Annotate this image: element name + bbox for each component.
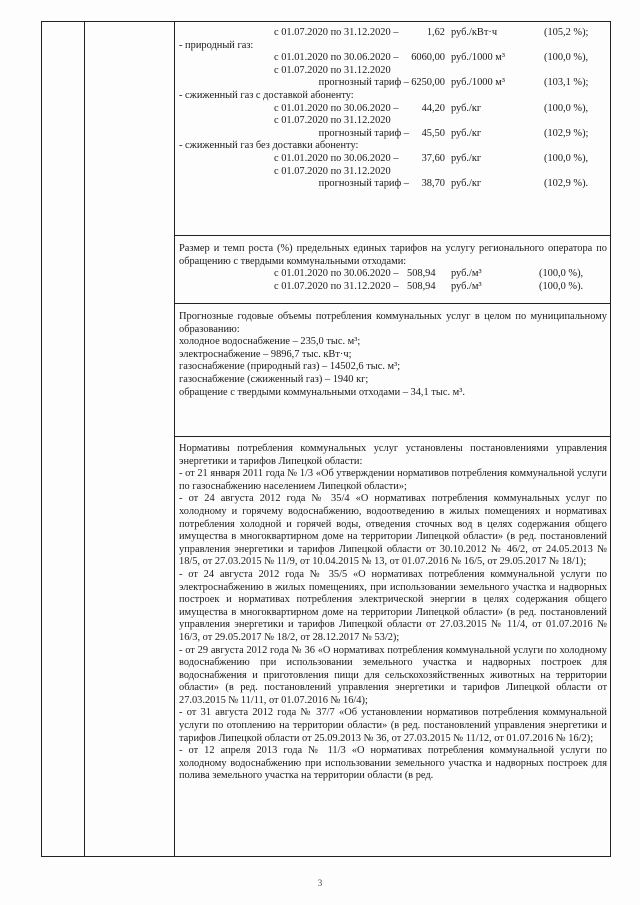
waste-period: с 01.07.2020 по 31.12.2020 – bbox=[274, 280, 399, 292]
tariff-period: прогнозный тариф – bbox=[318, 77, 409, 89]
page-number: 3 bbox=[317, 878, 323, 888]
tariff-heading bbox=[179, 140, 607, 153]
tariff-value: 1,62 bbox=[426, 27, 445, 38]
tariff-value: 6060,00 bbox=[411, 52, 445, 64]
tariff-heading bbox=[179, 90, 607, 103]
tariff-percent: (100,0 %), bbox=[544, 102, 589, 114]
tariff-row bbox=[179, 77, 607, 90]
norm-item: - от 21 января 2011 года № 1/3 «Об утверждении нормативов потребления коммунальной услуги по газоснабжению населением Липецкой области»; bbox=[179, 468, 607, 492]
tariff-period: с 01.01.2020 по 30.06.2020 – bbox=[274, 102, 399, 114]
tariff-period: с 01.01.2020 по 30.06.2020 – bbox=[274, 52, 399, 64]
tariff-row bbox=[179, 153, 607, 166]
tariff-percent: (100,0 %), bbox=[544, 52, 589, 64]
tariff-period: с 01.07.2020 по 31.12.2020 bbox=[274, 115, 391, 127]
tariff-period: с 01.07.2020 по 31.12.2020 bbox=[274, 64, 391, 76]
tariff-period: с 01.07.2020 по 31.12.2020 – bbox=[274, 27, 399, 38]
waste-period: с 01.01.2020 по 30.06.2020 – bbox=[274, 268, 399, 280]
tariff-row bbox=[179, 115, 607, 128]
waste-unit: руб./м³ bbox=[451, 280, 482, 292]
tariff-unit: руб./кг bbox=[451, 127, 482, 139]
tariff-percent: (100,0 %), bbox=[544, 152, 589, 164]
tariff-unit: руб./кВт·ч bbox=[451, 27, 498, 38]
tariff-heading-text: - природный газ: bbox=[179, 39, 254, 51]
tariff-period: с 01.01.2020 по 30.06.2020 – bbox=[274, 152, 399, 164]
volume-item: электроснабжение – 9896,7 тыс. кВт·ч; bbox=[179, 348, 352, 360]
tariff-percent: (103,1 %); bbox=[544, 77, 589, 89]
norm-item: - от 29 августа 2012 года № 36 «О нормативах потребления коммунальной услуги по холодному водоснабжению при использовании земельного участка и надворных построек для водоснабжения и приготовления пищи для сельскохозяйственных животных на территории области» (в ред. постановлений управления энергетики и тарифов Липецкой области от 27.03.2015 № 11/11, от 01.07.2016 № 16/4); bbox=[179, 644, 607, 706]
volume-item: газоснабжение (природный газ) – 14502,6 тыс. м³; bbox=[179, 361, 401, 373]
tariff-percent: (102,9 %). bbox=[544, 178, 589, 190]
table-column-divider-2 bbox=[174, 21, 175, 857]
tariff-row bbox=[179, 52, 607, 65]
tariff-percent: (102,9 %); bbox=[544, 127, 589, 139]
tariffs-block bbox=[179, 27, 607, 191]
waste-percent: (100,0 %), bbox=[539, 268, 584, 280]
tariff-value: 37,60 bbox=[421, 152, 445, 164]
volume-item: газоснабжение (сжиженный газ) – 1940 кг; bbox=[179, 373, 369, 385]
tariff-unit: руб./кг bbox=[451, 152, 482, 164]
tariff-row bbox=[179, 128, 607, 141]
row-divider-2 bbox=[174, 303, 611, 304]
row-divider-3 bbox=[174, 436, 611, 437]
tariff-value: 38,70 bbox=[421, 178, 445, 190]
tariff-value: 6250,00 bbox=[411, 77, 445, 89]
volumes-intro: Прогнозные годовые объемы потребления коммунальных услуг в целом по муниципальному образованию: bbox=[179, 311, 607, 335]
tariff-row bbox=[179, 103, 607, 116]
waste-percent: (100,0 %). bbox=[539, 280, 584, 292]
tariff-row bbox=[179, 27, 607, 40]
table-column-divider-1 bbox=[84, 21, 85, 857]
row-divider-1 bbox=[174, 235, 611, 236]
tariff-heading-text: - сжиженный газ с доставкой абоненту: bbox=[179, 89, 354, 101]
tariff-heading-text: - сжиженный газ без доставки абоненту: bbox=[179, 140, 359, 152]
volumes-block bbox=[179, 311, 607, 399]
tariff-value: 45,50 bbox=[421, 127, 445, 139]
norm-item: - от 31 августа 2012 года № 37/7 «Об установлении нормативов потребления коммунальной услуги по отоплению на территории области» (в ред. постановлений управления энергетики и тарифов Липецкой области от 25.09.2013 № 36, от 27.03.2015 № 11/12, от 01.07.2016 № 16/2); bbox=[179, 707, 607, 744]
tariff-unit: руб./кг bbox=[451, 178, 482, 190]
tariff-period: прогнозный тариф – bbox=[318, 127, 409, 139]
tariff-value: 44,20 bbox=[421, 102, 445, 114]
waste-value: 508,94 bbox=[407, 280, 436, 292]
tariff-unit: руб./1000 м³ bbox=[451, 52, 505, 64]
norms-intro: Нормативы потребления коммунальных услуг установлены постановлениями управления энергетики и тарифов Липецкой области: bbox=[179, 443, 607, 467]
waste-value: 508,94 bbox=[407, 268, 436, 280]
tariff-unit: руб./кг bbox=[451, 102, 482, 114]
volume-item: обращение с твердыми коммунальными отходами – 34,1 тыс. м³. bbox=[179, 386, 465, 398]
tariff-heading bbox=[179, 40, 607, 53]
waste-tariff-row bbox=[179, 268, 607, 281]
tariff-row bbox=[179, 65, 607, 78]
tariff-percent: (105,2 %); bbox=[544, 27, 589, 38]
norm-item: - от 24 августа 2012 года № 35/4 «О нормативах потребления коммунальных услуг по холодному и горячему водоснабжению, водоотведению в жилых помещениях и нормативах потребления холодной и горячей воды, отведения сточных вод в целях содержания общего имущества в многоквартирном доме на территории Липецкой области» (в ред. постановлений управления энергетики и тарифов Липецкой области от 30.10.2012 № 46/2, от 24.05.2013 № 18/5, от 27.03.2015 № 11/9, от 10.04.2015 № 13, от 01.07.2016 № 16/5, от 29.05.2017 № 18/1); bbox=[179, 493, 607, 568]
norm-item: - от 12 апреля 2013 года № 11/3 «О нормативах потребления коммунальной услуги по холодному водоснабжению при использовании земельного участка и надворных построек для полива земельного участка на территории области (в ред. bbox=[179, 745, 607, 782]
tariff-unit: руб./1000 м³ bbox=[451, 77, 505, 89]
volume-item: холодное водоснабжение – 235,0 тыс. м³; bbox=[179, 336, 361, 348]
norms-block bbox=[179, 443, 607, 783]
norm-item: - от 24 августа 2012 года № 35/5 «О нормативах потребления коммунальной услуги по электроснабжению в жилых помещениях, при использовании земельного участка и надворных построек и нормативах потребления электрической энергии в целях содержания общего имущества в многоквартирном доме на территории Липецкой области» (в ред. постановлений управления энергетики и тарифов Липецкой области от 27.03.2015 № 11/4, от 01.07.2016 № 16/3, от 29.05.2017 № 18/2, от 28.12.2017 № 53/2); bbox=[179, 568, 607, 643]
tariff-row bbox=[179, 166, 607, 179]
waste-tariff-block bbox=[179, 243, 607, 293]
waste-unit: руб./м³ bbox=[451, 268, 482, 280]
tariff-row bbox=[179, 178, 607, 191]
tariff-period: прогнозный тариф – bbox=[318, 178, 409, 190]
tariff-period: с 01.07.2020 по 31.12.2020 bbox=[274, 165, 391, 177]
waste-intro: Размер и темп роста (%) предельных единых тарифов на услугу регионального оператора по обращению с твердыми коммунальными отходами: bbox=[179, 243, 607, 267]
waste-tariff-row bbox=[179, 281, 607, 294]
